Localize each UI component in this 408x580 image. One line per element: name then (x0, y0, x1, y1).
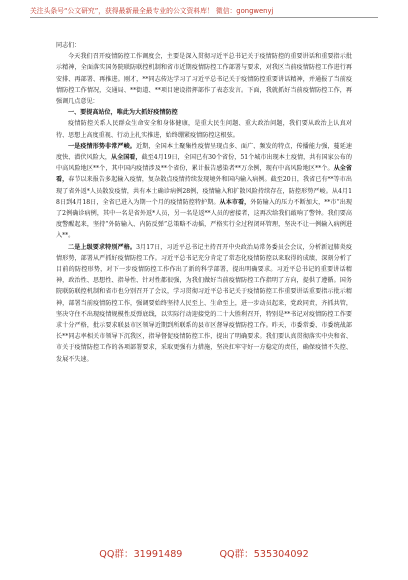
section-1-heading: 一、要提高站位，唯此为大抓好疫情防控 (68, 109, 178, 117)
section-1-paragraph-1: 疫情防控关系人民群众生命安全和身体健康，是重大民生问题、重大政治问题，我们要从政治上认真对待、思想上高度重视、行动上扎实推进，始终绷紧疫情防控这根弦。 (56, 120, 352, 139)
point-1-lead: 一是疫情形势非常严峻。 (68, 142, 136, 150)
qq-group-2: QQ群：535304092 (219, 549, 309, 560)
point-1-lead-city: 从本市看， (219, 198, 251, 206)
point-1-text-a: 近期，全国本土聚集性疫情呈现点多、面广、频发的特点，传播能力强，蔓延速度快、潜伏风险大， (56, 142, 353, 162)
point-2-lead: 二是上级要求特别严格。 (68, 243, 137, 251)
point-1-lead-national: 从全国看， (110, 154, 142, 162)
salutation: 同志们： (56, 42, 81, 49)
point-2-text: 3月17日，习近平总书记主持召开中央政治局常务委员会会议，分析新冠肺炎疫情形势，部署从严抓好疫情防控工作。习近平总书记充分肯定了常态化疫情防控以来取得的成绩，深刻分析了目前的防控形势，对下一步疫情防控工作作出了新的科学部署，提出明确要求。习近平总书记的重要讲话精神，政治性、思想性、指导性、针对性都很强，为我们做好当前疫情防控工作指明了方向，提供了遵循。国务院联防联控机制和省市也分别召开了会议，学习贯彻习近平总书记关于疫情防控工作重要讲话重要指示批示精神，部署当前疫情防控工作，强调要始终坚持人民至上、生命至上，进一步动员起来，党政同责，齐抓共管，坚决守住不出现疫情规模性反弹底线，以实际行动迎接党的二十大胜利召开，特别是**书记对疫情防控工作要求十分严格，批示要求联县市区领导近期到所联系的县市区督导疫情防控工作。昨天，市委常委、市委统战部长**同志率相关市领导下沉我区，指导督促疫情防控工作，提出了明确要求。我们要认真贯彻落实中央和省、市关于疫情防控工作的各项部署要求，采取更强有力措施，坚决扛牢守好一方稳定的责任，确保疫情不失控、发展不失速。 (56, 243, 353, 363)
header-notice: 关注头条号“公文研究”，获得最新最全最专业的公文资料库！ 微信：gongwenyj (30, 7, 274, 15)
point-1-text-b: 截至4月19日，全国已有30个省份，51个城市出现本土疫情，共有国家公布的中高风险地区**个，其中国内疫情涉及**个省份，累计报告感染者**万余例，现有中高风险地区**个。 (56, 154, 352, 173)
point-1-lead-province: 从全省看， (56, 165, 353, 184)
point-1-text-d: 外防输入的压力不断加大，**市“出现了2例确诊病例，其中一名是省外返*人员，另一名是返**人员的密接者，这再次给我们敲响了警钟。我们要高度警醒起来，坚持“外防输入、内防反弹”总策略不动摇，严格实行全过程闭环管理，坚决不让一例输入病例进入**。 (56, 198, 352, 240)
header-divider (30, 17, 378, 18)
qq-group-1: QQ群：31991489 (99, 549, 183, 560)
intro-paragraph: 今天我们召开疫情防控工作调度会，主要是深入贯彻习近平总书记关于疫情防控的重要讲话和重要指示批示精神，全面落实国务院联防联控机制和省市近期疫情防控工作部署与要求，对我区当前疫情防控工作进行再安排、再部署、再推进。刚才，**同志传达学习了习近平总书记关于疫情防控重要讲话精神，并通报了当前疫情防控工作情况，交通局、**街道、**项目建设指挥部作了表态发言。下面，我就抓好当前疫情防控工作，再强调几点意见： (56, 53, 352, 106)
document-body (56, 40, 352, 365)
section-1-paragraph-2 (56, 141, 352, 242)
point-1-text-c: 春节以来报告多起输入疫情，复杂散点疫情持续发现境外和国内输入病例。截至20日，我省已有**等市出现了省外返*人员散发疫情，共有本土确诊病例28例，疫情输入和扩散风险持续存在，防控形势严峻。从4月18日到4月18日，全省已进入为期一个月的疫情防控特护期。 (56, 176, 352, 206)
footer-contacts (0, 546, 408, 560)
section-1-paragraph-3 (56, 242, 352, 365)
